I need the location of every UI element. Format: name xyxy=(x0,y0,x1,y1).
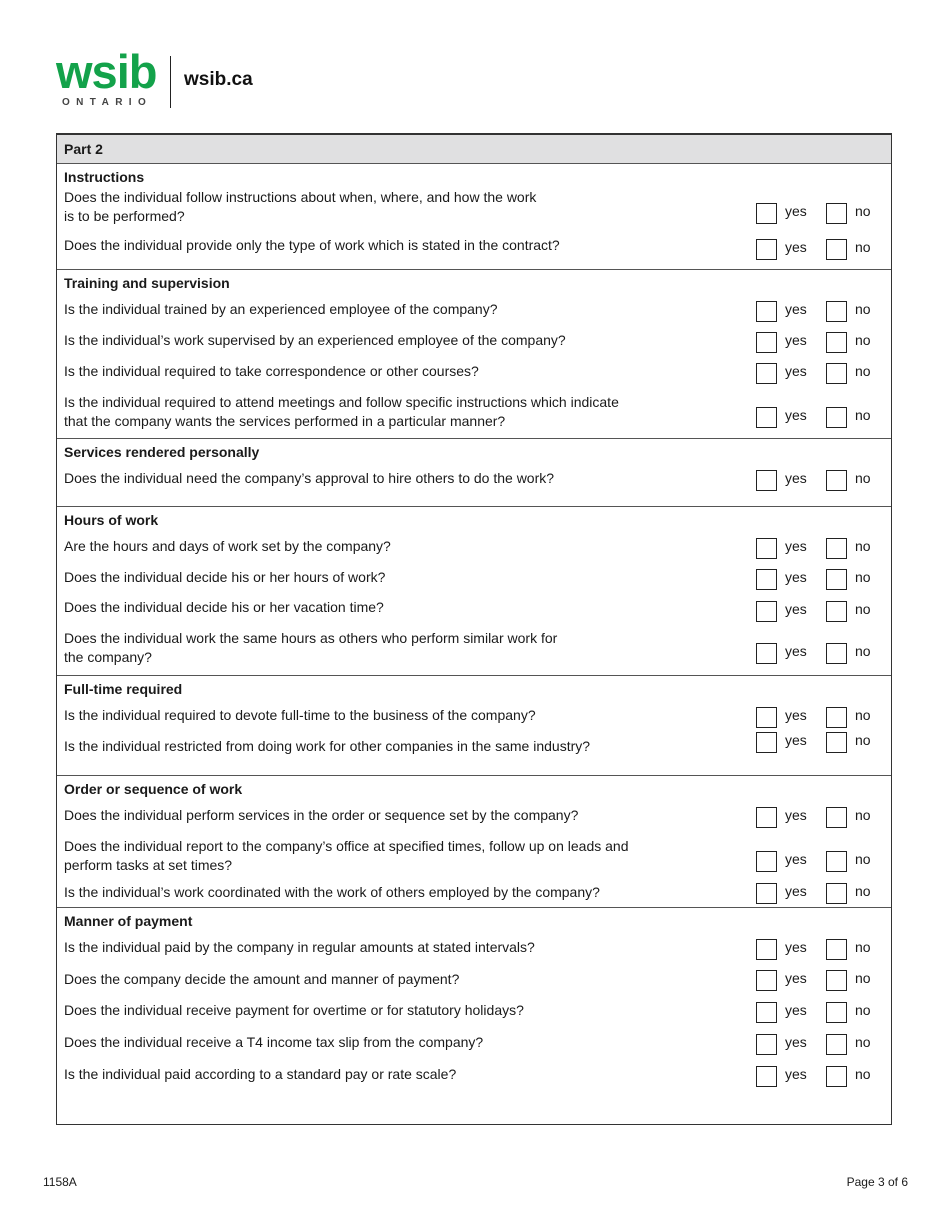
question-row xyxy=(57,188,891,236)
no-checkbox[interactable] xyxy=(826,301,847,322)
question-line: Does the individual perform services in the order or sequence set by the company? xyxy=(64,807,579,823)
no-label: no xyxy=(855,970,871,986)
question-text xyxy=(64,362,714,381)
question-text xyxy=(64,537,714,556)
question-row xyxy=(57,393,891,438)
question-text xyxy=(64,806,714,825)
no-checkbox[interactable] xyxy=(826,807,847,828)
question-text xyxy=(64,883,714,902)
question-line: Is the individual paid by the company in regular amounts at stated intervals? xyxy=(64,939,535,955)
no-label: no xyxy=(855,601,871,617)
yes-checkbox[interactable] xyxy=(756,1034,777,1055)
yes-label: yes xyxy=(785,732,807,748)
question-line: Are the hours and days of work set by the company? xyxy=(64,538,391,554)
no-label: no xyxy=(855,239,871,255)
question-line: Does the individual work the same hours as others who perform similar work for xyxy=(64,630,558,646)
question-row xyxy=(57,568,891,598)
no-checkbox[interactable] xyxy=(826,1066,847,1087)
no-checkbox[interactable] xyxy=(826,601,847,622)
yes-checkbox[interactable] xyxy=(756,707,777,728)
question-row xyxy=(57,469,891,506)
question-line: Does the individual report to the company’s office at specified times, follow up on leads and xyxy=(64,838,629,854)
no-label: no xyxy=(855,851,871,867)
yes-label: yes xyxy=(785,538,807,554)
section-1 xyxy=(57,270,891,439)
logo-divider xyxy=(170,56,171,108)
page-number: Page 3 of 6 xyxy=(846,1175,908,1189)
section-title: Order or sequence of work xyxy=(64,781,243,797)
question-text xyxy=(64,469,714,488)
no-checkbox[interactable] xyxy=(826,239,847,260)
yes-label: yes xyxy=(785,1034,807,1050)
yes-label: yes xyxy=(785,332,807,348)
question-line: that the company wants the services performed in a particular manner? xyxy=(64,412,506,429)
yes-checkbox[interactable] xyxy=(756,569,777,590)
yes-checkbox[interactable] xyxy=(756,601,777,622)
section-title: Training and supervision xyxy=(64,275,230,291)
section-0 xyxy=(57,164,891,270)
question-row xyxy=(57,331,891,362)
yes-label: yes xyxy=(785,470,807,486)
no-checkbox[interactable] xyxy=(826,883,847,904)
yes-label: yes xyxy=(785,601,807,617)
question-text xyxy=(64,837,714,874)
question-text xyxy=(64,1033,714,1052)
yes-label: yes xyxy=(785,363,807,379)
question-row xyxy=(57,938,891,970)
no-checkbox[interactable] xyxy=(826,643,847,664)
question-text xyxy=(64,629,714,666)
logo-subtitle: ONTARIO xyxy=(62,97,153,108)
question-line: Is the individual required to take correspondence or other courses? xyxy=(64,363,479,379)
yes-label: yes xyxy=(785,970,807,986)
no-checkbox[interactable] xyxy=(826,1034,847,1055)
section-2 xyxy=(57,439,891,507)
question-text xyxy=(64,393,714,430)
yes-checkbox[interactable] xyxy=(756,1066,777,1087)
no-checkbox[interactable] xyxy=(826,332,847,353)
section-6 xyxy=(57,908,891,1113)
no-label: no xyxy=(855,807,871,823)
section-title: Services rendered personally xyxy=(64,444,260,460)
question-line: Is the individual required to attend meetings and follow specific instructions which indicate xyxy=(64,394,619,410)
part-title: Part 2 xyxy=(57,134,891,164)
no-checkbox[interactable] xyxy=(826,407,847,428)
yes-checkbox[interactable] xyxy=(756,332,777,353)
yes-checkbox[interactable] xyxy=(756,851,777,872)
section-4 xyxy=(57,676,891,776)
no-checkbox[interactable] xyxy=(826,970,847,991)
yes-label: yes xyxy=(785,707,807,723)
site-url: wsib.ca xyxy=(184,69,253,90)
no-label: no xyxy=(855,407,871,423)
yes-checkbox[interactable] xyxy=(756,807,777,828)
question-row xyxy=(57,629,891,675)
question-row xyxy=(57,806,891,837)
yes-checkbox[interactable] xyxy=(756,363,777,384)
form-part-2 xyxy=(56,133,892,1125)
question-row xyxy=(57,970,891,1001)
yes-checkbox[interactable] xyxy=(756,643,777,664)
question-text xyxy=(64,1001,714,1020)
question-row xyxy=(57,883,891,907)
no-checkbox[interactable] xyxy=(826,363,847,384)
section-title: Full-time required xyxy=(64,681,183,697)
yes-checkbox[interactable] xyxy=(756,203,777,224)
question-text xyxy=(64,598,714,617)
yes-label: yes xyxy=(785,851,807,867)
question-line: Does the company decide the amount and manner of payment? xyxy=(64,971,460,987)
question-line: Does the individual receive a T4 income tax slip from the company? xyxy=(64,1034,484,1050)
question-line: Is the individual restricted from doing work for other companies in the same industry? xyxy=(64,738,591,754)
no-checkbox[interactable] xyxy=(826,203,847,224)
yes-label: yes xyxy=(785,643,807,659)
no-label: no xyxy=(855,1002,871,1018)
question-text xyxy=(64,188,714,225)
yes-label: yes xyxy=(785,1002,807,1018)
no-label: no xyxy=(855,939,871,955)
yes-label: yes xyxy=(785,239,807,255)
question-row xyxy=(57,537,891,568)
no-label: no xyxy=(855,707,871,723)
question-text xyxy=(64,300,714,319)
no-checkbox[interactable] xyxy=(826,851,847,872)
yes-checkbox[interactable] xyxy=(756,407,777,428)
no-checkbox[interactable] xyxy=(826,939,847,960)
question-line: Does the individual decide his or her hours of work? xyxy=(64,569,386,585)
question-line: Is the individual paid according to a standard pay or rate scale? xyxy=(64,1066,457,1082)
yes-checkbox[interactable] xyxy=(756,538,777,559)
no-label: no xyxy=(855,1066,871,1082)
question-row xyxy=(57,1001,891,1033)
question-text xyxy=(64,706,714,725)
question-line: Is the individual required to devote full-time to the business of the company? xyxy=(64,707,536,723)
question-text xyxy=(64,1065,714,1084)
question-line: Does the individual receive payment for overtime or for statutory holidays? xyxy=(64,1002,524,1018)
no-label: no xyxy=(855,732,871,748)
no-label: no xyxy=(855,363,871,379)
no-checkbox[interactable] xyxy=(826,1002,847,1023)
section-title: Hours of work xyxy=(64,512,159,528)
yes-checkbox[interactable] xyxy=(756,939,777,960)
yes-checkbox[interactable] xyxy=(756,970,777,991)
question-line: perform tasks at set times? xyxy=(64,856,233,873)
yes-checkbox[interactable] xyxy=(756,470,777,491)
question-row xyxy=(57,1065,891,1113)
question-line: Is the individual’s work coordinated with the work of others employed by the company? xyxy=(64,884,600,900)
yes-label: yes xyxy=(785,569,807,585)
yes-checkbox[interactable] xyxy=(756,883,777,904)
question-text xyxy=(64,938,714,957)
yes-label: yes xyxy=(785,203,807,219)
yes-checkbox[interactable] xyxy=(756,732,777,753)
section-title: Instructions xyxy=(64,169,145,185)
question-text xyxy=(64,568,714,587)
section-5 xyxy=(57,776,891,908)
question-row xyxy=(57,837,891,883)
yes-checkbox[interactable] xyxy=(756,1002,777,1023)
question-line: Is the individual trained by an experienced employee of the company? xyxy=(64,301,498,317)
no-checkbox[interactable] xyxy=(826,470,847,491)
no-label: no xyxy=(855,332,871,348)
question-text xyxy=(64,331,714,350)
form-sections xyxy=(57,164,891,1113)
yes-label: yes xyxy=(785,1066,807,1082)
yes-label: yes xyxy=(785,407,807,423)
question-row xyxy=(57,362,891,393)
no-label: no xyxy=(855,203,871,219)
no-checkbox[interactable] xyxy=(826,538,847,559)
yes-label: yes xyxy=(785,301,807,317)
question-text xyxy=(64,236,714,255)
no-label: no xyxy=(855,643,871,659)
no-label: no xyxy=(855,301,871,317)
section-title: Manner of payment xyxy=(64,913,193,929)
question-row xyxy=(57,598,891,629)
form-number: 1158A xyxy=(43,1175,77,1189)
question-line: Does the individual follow instructions about when, where, and how the work xyxy=(64,189,537,205)
no-checkbox[interactable] xyxy=(826,707,847,728)
no-label: no xyxy=(855,1034,871,1050)
question-line: is to be performed? xyxy=(64,207,185,224)
no-label: no xyxy=(855,883,871,899)
question-text xyxy=(64,737,714,756)
wsib-logo: wsib xyxy=(56,45,157,98)
question-line: Does the individual provide only the type of work which is stated in the contract? xyxy=(64,237,560,253)
no-label: no xyxy=(855,538,871,554)
yes-label: yes xyxy=(785,939,807,955)
question-text xyxy=(64,970,714,989)
question-row xyxy=(57,1033,891,1065)
question-row xyxy=(57,300,891,331)
question-line: Does the individual decide his or her vacation time? xyxy=(64,599,384,615)
no-checkbox[interactable] xyxy=(826,569,847,590)
question-row xyxy=(57,236,891,269)
no-label: no xyxy=(855,569,871,585)
yes-label: yes xyxy=(785,883,807,899)
question-row xyxy=(57,732,891,775)
question-line: Is the individual’s work supervised by an experienced employee of the company? xyxy=(64,332,566,348)
question-line: Does the individual need the company’s approval to hire others to do the work? xyxy=(64,470,555,486)
no-label: no xyxy=(855,470,871,486)
no-checkbox[interactable] xyxy=(826,732,847,753)
section-3 xyxy=(57,507,891,676)
yes-checkbox[interactable] xyxy=(756,301,777,322)
question-line: the company? xyxy=(64,648,152,665)
yes-label: yes xyxy=(785,807,807,823)
yes-checkbox[interactable] xyxy=(756,239,777,260)
